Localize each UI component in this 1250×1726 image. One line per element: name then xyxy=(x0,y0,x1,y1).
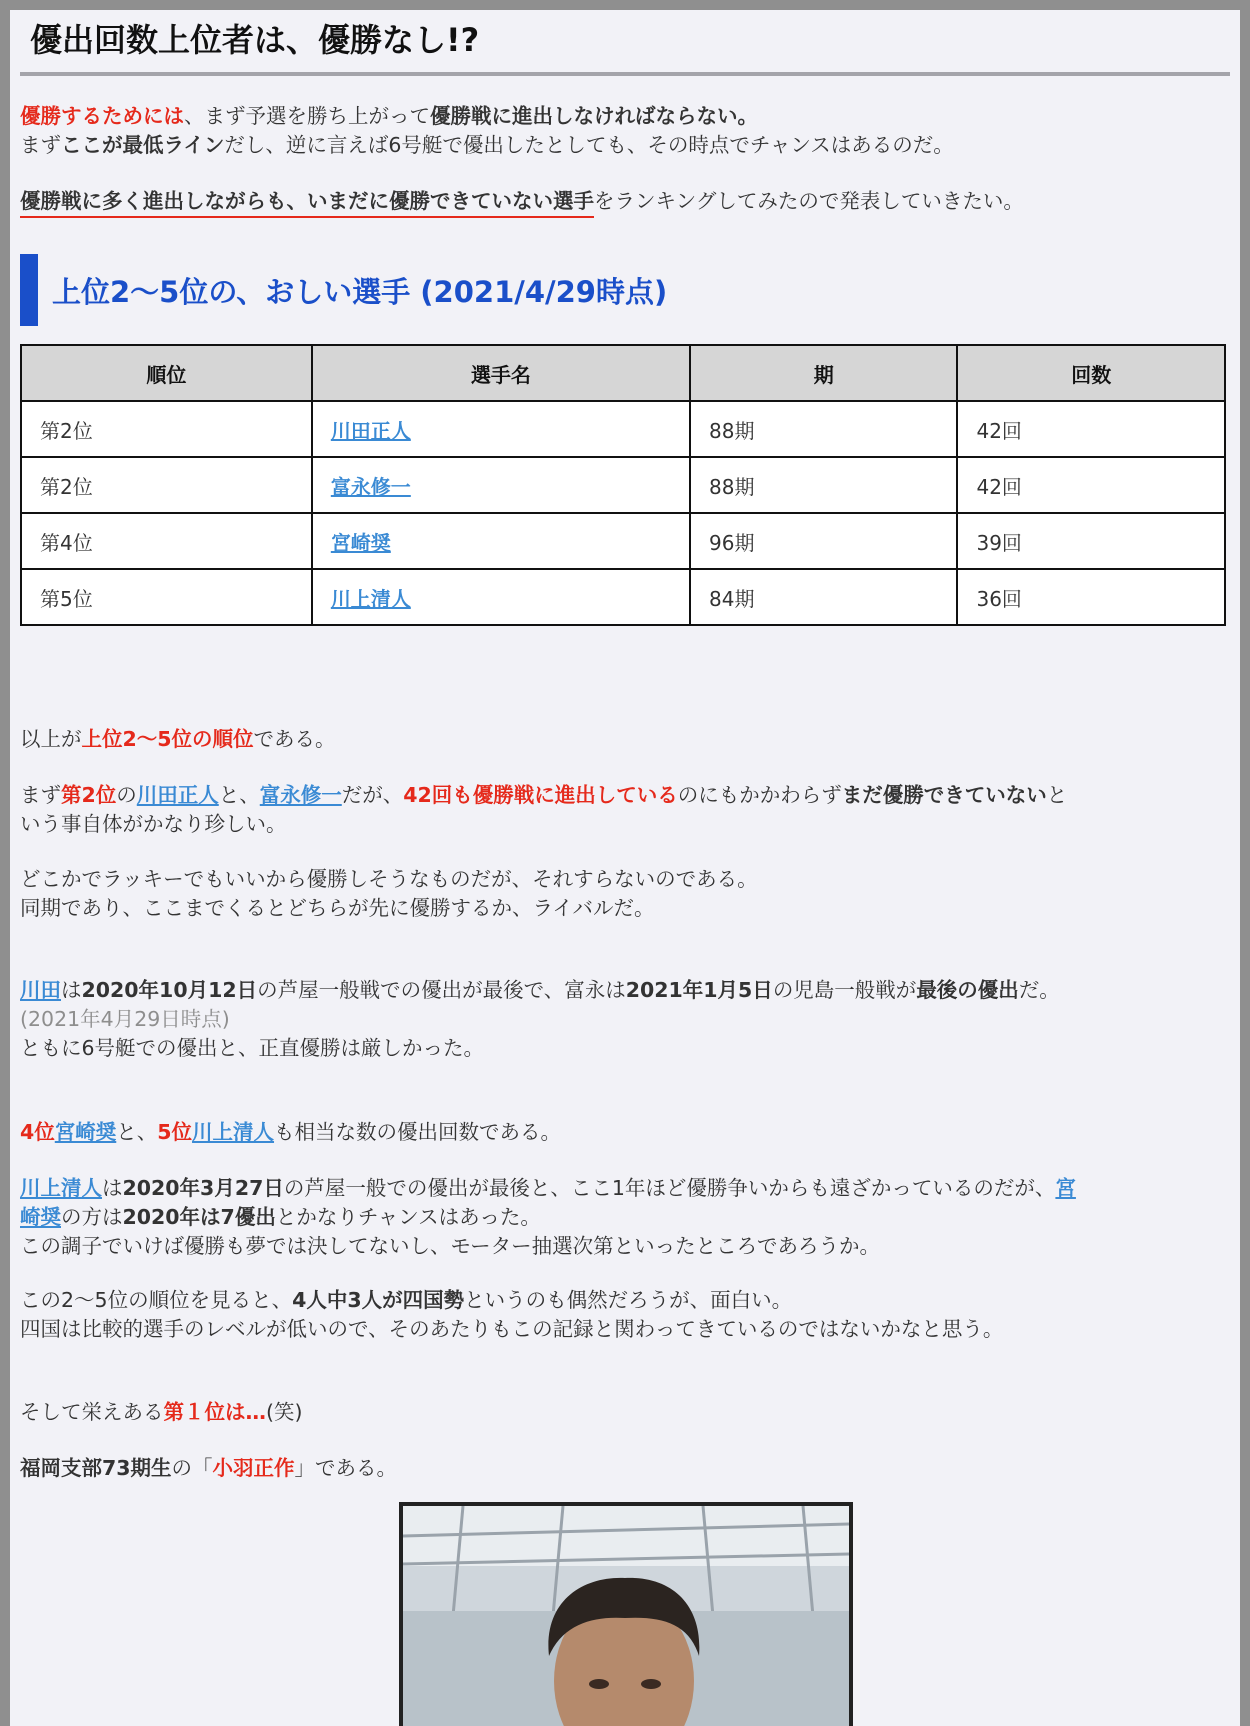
text: いう事自体がかなり珍しい。 xyxy=(20,812,287,836)
column-header-count: 回数 xyxy=(957,345,1225,401)
text: の芦屋一般での優出が最後と、ここ1年ほど優勝争いからも遠ざかっているのだが、 xyxy=(283,1176,1056,1200)
paragraph-1 xyxy=(20,725,1230,754)
text: そして栄えある xyxy=(20,1400,164,1424)
heading-accent-bar xyxy=(20,254,38,326)
player-link[interactable]: 川田正人 xyxy=(330,418,411,443)
red-text: 42回も優勝戦に進出している xyxy=(403,783,678,807)
table-row xyxy=(21,401,1225,457)
cell-count: 36回 xyxy=(957,569,1225,625)
intro-bold-text: 優勝戦に進出しなければならない。 xyxy=(430,104,758,128)
text: の「 xyxy=(171,1456,213,1480)
red-text: 第2位 xyxy=(61,783,117,807)
intro-text: をランキングしてみたので発表していきたい。 xyxy=(594,189,1024,213)
player-link-kawakami[interactable]: 川上清人 xyxy=(20,1176,102,1200)
text: と xyxy=(1046,783,1068,807)
bold-text: 最後の優出 xyxy=(916,978,1019,1002)
text: 」である。 xyxy=(294,1456,398,1480)
text: と、 xyxy=(218,783,260,807)
paragraph-8 xyxy=(20,1398,1230,1427)
text: 同期であり、ここまでくるとどちらが先に優勝するか、ライバルだ。 xyxy=(20,896,655,920)
text: ともに6号艇での優出と、正直優勝は厳しかった。 xyxy=(20,1036,485,1060)
article-content xyxy=(20,10,1230,1480)
bold-text: まだ優勝できていない xyxy=(841,783,1047,807)
column-header-term: 期 xyxy=(690,345,957,401)
column-header-name: 選手名 xyxy=(312,345,690,401)
player-link-miyazaki[interactable]: 宮 xyxy=(1055,1176,1076,1200)
section-heading-text: 上位2〜5位の、おしい選手 (2021/4/29時点) xyxy=(52,274,668,309)
section-heading xyxy=(20,254,1230,326)
cell-count: 39回 xyxy=(957,513,1225,569)
cell-count: 42回 xyxy=(957,401,1225,457)
text: まず xyxy=(20,783,61,807)
table-row xyxy=(21,513,1225,569)
text: の芦屋一般戦での優出が最後で、富永は xyxy=(257,978,626,1002)
text: (笑) xyxy=(266,1400,303,1424)
red-text: 小羽正作 xyxy=(212,1456,295,1480)
text: この調子でいけば優勝も夢では決してないし、モーター抽選次第といったところであろうか。 xyxy=(20,1234,880,1258)
player-photo-illustration xyxy=(403,1506,849,1726)
player-link-kawakami[interactable]: 川上清人 xyxy=(192,1120,275,1144)
text: のにもかかわらず xyxy=(677,783,842,807)
table-header-row xyxy=(21,345,1225,401)
red-text: 上位2〜5位の順位 xyxy=(81,727,254,751)
article-page xyxy=(10,10,1240,1726)
text: 四国は比較的選手のレベルが低いので、そのあたりもこの記録と関わってきているのではないかなと思う。 xyxy=(20,1317,1004,1341)
cell-term: 88期 xyxy=(690,401,957,457)
player-link-tominaga[interactable]: 富永修一 xyxy=(259,783,342,807)
intro-text: まず xyxy=(20,133,61,157)
intro-bold-text: ここが最低ライン xyxy=(61,133,225,157)
intro-line-1 xyxy=(20,102,1230,131)
red-text: 第１位は… xyxy=(163,1400,266,1424)
text: の xyxy=(116,783,137,807)
paragraph-4 xyxy=(20,976,1230,1063)
intro-text: 、まず予選を勝ち上がって xyxy=(184,104,430,128)
paragraph-6 xyxy=(20,1174,1230,1261)
bold-text: 4人中3人が四国勢 xyxy=(292,1288,465,1312)
intro-line-2 xyxy=(20,131,1230,160)
bold-text: 福岡支部73期生 xyxy=(20,1456,172,1480)
bold-text: 2020年は7優出 xyxy=(122,1205,276,1229)
table-row xyxy=(21,457,1225,513)
intro-ranking-line xyxy=(20,187,1230,216)
text: どこかでラッキーでもいいから優勝しそうなものだが、それすらないのである。 xyxy=(20,867,758,891)
date-note: (2021年4月29日時点) xyxy=(20,1007,230,1031)
column-header-rank: 順位 xyxy=(21,345,312,401)
text: とかなりチャンスはあった。 xyxy=(275,1205,541,1229)
table-row xyxy=(21,569,1225,625)
underlined-highlight: 優勝戦に多く進出しながらも、いまだに優勝できていない選手 xyxy=(20,189,594,218)
cell-term: 84期 xyxy=(690,569,957,625)
text: 以上が xyxy=(20,727,82,751)
intro-block xyxy=(20,102,1230,160)
intro-red-text: 優勝するためには xyxy=(20,104,184,128)
paragraph-7 xyxy=(20,1286,1230,1344)
text: も相当な数の優出回数である。 xyxy=(274,1120,562,1144)
paragraph-5 xyxy=(20,1118,1230,1147)
text: と、 xyxy=(116,1120,158,1144)
player-link-kawada[interactable]: 川田 xyxy=(20,978,61,1002)
text: だが、 xyxy=(341,783,404,807)
player-link-miyazaki[interactable]: 宮崎奨 xyxy=(54,1120,117,1144)
text: は xyxy=(102,1176,123,1200)
cell-rank: 第4位 xyxy=(21,513,312,569)
ranking-table xyxy=(20,344,1226,626)
player-link[interactable]: 川上清人 xyxy=(330,586,411,611)
text: この2〜5位の順位を見ると、 xyxy=(20,1288,293,1312)
text: だ。 xyxy=(1018,978,1060,1002)
intro-text: だし、逆に言えば6号艇で優出したとしても、その時点でチャンスはあるのだ。 xyxy=(224,133,954,157)
text: は xyxy=(61,978,82,1002)
cell-term: 88期 xyxy=(690,457,957,513)
player-link[interactable]: 宮崎奨 xyxy=(330,530,391,555)
bold-text: 2020年3月27日 xyxy=(122,1176,284,1200)
paragraph-9 xyxy=(20,1454,1230,1483)
bold-text: 2021年1月5日 xyxy=(625,978,773,1002)
text: というのも偶然だろうが、面白い。 xyxy=(464,1288,793,1312)
player-link-kawada[interactable]: 川田正人 xyxy=(136,783,219,807)
cell-rank: 第5位 xyxy=(21,569,312,625)
red-text: 5位 xyxy=(157,1120,193,1144)
cell-rank: 第2位 xyxy=(21,401,312,457)
cell-term: 96期 xyxy=(690,513,957,569)
player-link-miyazaki[interactable]: 崎奨 xyxy=(20,1205,61,1229)
cell-rank: 第2位 xyxy=(21,457,312,513)
text: の方は xyxy=(61,1205,123,1229)
bold-text: 2020年10月12日 xyxy=(81,978,258,1002)
cell-count: 42回 xyxy=(957,457,1225,513)
text: の児島一般戦が xyxy=(772,978,917,1002)
player-link[interactable]: 富永修一 xyxy=(330,474,411,499)
red-text: 4位 xyxy=(20,1120,55,1144)
paragraph-3 xyxy=(20,865,1230,923)
paragraph-2 xyxy=(20,781,1230,839)
text: である。 xyxy=(253,727,336,751)
article-title: 優出回数上位者は、優勝なし!? xyxy=(20,10,1230,76)
player-photo xyxy=(399,1502,853,1726)
